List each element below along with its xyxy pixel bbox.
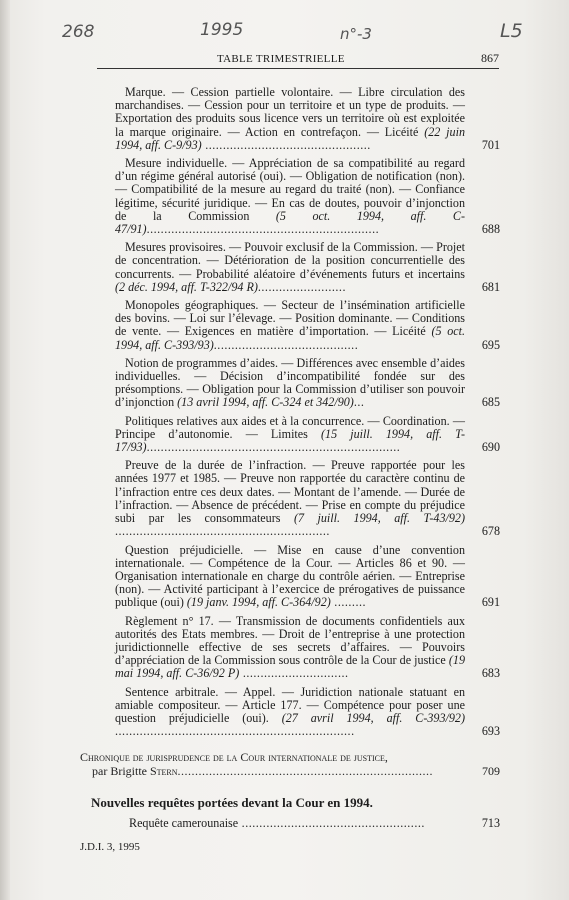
leader-dots: .................................................................... (115, 724, 355, 739)
running-head-title: TABLE TRIMESTRIELLE (217, 53, 345, 65)
leader-dots: ... (353, 395, 365, 410)
leader-dots: .................................................................. (146, 222, 380, 237)
entry-reference: (27 avril 1994, aff. C-393/92) (281, 710, 465, 725)
entry-text: Marque. — Cession partielle volontaire. — Libre circulation des marchandises. — Cession pour un territoire et un type de produits. — Exportation des produits sous licence vers un territoire où est exploitée la marque originaire. — Action en contrefaçon. — Licéité (115, 85, 465, 139)
entry-page-number: 695 (481, 337, 500, 352)
entry-text: Notion de programmes d’aides. — Différences avec ensemble d’aides individuelles. — Décision d’incompatibilité fondée sur des présomptions. — Obligation pour la Commission d’utiliser son pouvoir d’injonction (115, 355, 465, 410)
leader-dots: ........................................................................ (146, 440, 401, 455)
toc-entry (115, 615, 500, 681)
handwritten-note: n°-3 (340, 25, 372, 43)
entry-reference: (2 déc. 1994, aff. T-322/94 R) (115, 279, 258, 294)
entry-reference: (19 mai 1994, aff. C-36/92 P) (115, 653, 465, 681)
leader-dots: ............................................................. (115, 524, 330, 539)
entry-reference: (5 oct. 1994, aff. C-47/91) (115, 208, 466, 237)
handwritten-note: 1995 (200, 20, 244, 40)
handwritten-note: L5 (500, 20, 523, 42)
footer-journal-ref: J.D.I. 3, 1995 (80, 841, 140, 853)
chronique-entry (80, 750, 500, 778)
entry-page-number: 678 (481, 524, 500, 539)
running-head-page-number: 867 (481, 51, 499, 65)
chronique-title: Chronique de jurisprudence de la Cour internationale de justice, (80, 750, 388, 764)
entry-page-number: 701 (481, 137, 500, 152)
entry-reference: (7 juill. 1994, aff. T-43/92) (293, 511, 465, 526)
entry-reference: (5 oct. 1994, aff. C-393/93) (115, 324, 465, 352)
entry-page-number: 685 (481, 395, 500, 410)
toc-entry (115, 299, 500, 352)
leader-dots: ......................................................................... (177, 764, 434, 778)
leader-dots: .............................. (239, 666, 349, 681)
entry-text: Mesures provisoires. — Pouvoir exclusif de la Commission. — Projet de concentration. — Détérioration de la position concurrentielle des concurrents. — Probabilité aléatoire d’événements futurs et incertains (115, 240, 465, 281)
section-item-label: Requête camerounaise (129, 816, 239, 830)
entry-reference: (19 janv. 1994, aff. C-364/92) (186, 595, 331, 610)
entry-page-number: 691 (481, 595, 500, 610)
handwritten-note: 268 (62, 22, 95, 42)
toc-entry (115, 544, 500, 610)
toc-entry (115, 157, 500, 236)
entry-text: Politiques relatives aux aides et à la concurrence. — Coordination. — Principe d’autonomie. — Limites (115, 413, 465, 441)
toc-entry (115, 357, 500, 410)
leader-dots: ......... (330, 595, 367, 610)
entry-text: Mesure individuelle. — Appréciation de sa compatibilité au regard d’un régime général autorisé (oui). — Obligation de notification (non). — Compatibilité de la mesure au regard du traité (non). — Confiance légitime, sécurité juridique. — En cas de doutes, pouvoir d’injonction de la Commission (115, 156, 465, 223)
toc-entries (115, 86, 500, 743)
section-item (129, 816, 500, 831)
toc-entry (115, 86, 500, 152)
entry-reference: (22 juin 1994, aff. C-9/93) (115, 124, 465, 152)
entry-page-number: 690 (481, 440, 500, 455)
page-binding-shadow (0, 0, 10, 900)
toc-entry (115, 459, 500, 538)
entry-reference: (15 juill. 1994, aff. T-17/93) (115, 426, 465, 455)
leader-dots: .................................................... (238, 816, 425, 830)
toc-entry (115, 415, 500, 455)
header-rule (97, 68, 499, 69)
entry-page-number: 683 (481, 666, 500, 681)
entry-text: Preuve de la durée de l’infraction. — Preuve rapportée pour les années 1977 et 1985. — Preuve non rapportée du caractère continu de l’infraction entre ces deux dates. — Montant de l’amende. — Durée de l’infraction. — Absence de précédent. — Prise en compte du préjudice subi par les consommateurs (115, 458, 465, 526)
running-head (97, 51, 499, 67)
entry-text: Question préjudicielle. — Mise en cause d’une convention internationale. — Compétence de la Cour. — Articles 86 et 90. — Organisation internationale en charge du contrôle aérien. — Entreprise (non). — Activité participant à l’exercice de prérogatives de puissance publique (oui) (115, 542, 465, 610)
entry-page-number: 681 (481, 279, 500, 294)
chronique-author-name: Stern (149, 764, 178, 778)
section-item-page-number: 713 (481, 816, 500, 830)
entry-page-number: 688 (481, 222, 500, 237)
toc-entry (115, 241, 500, 294)
entry-page-number: 693 (481, 724, 500, 739)
chronique-page-number: 709 (482, 764, 500, 778)
entry-text: Règlement n° 17. — Transmission de documents confidentiels aux autorités des Etats membres. — Droit de l’entreprise à une protection juridictionnelle effective de ses secrets d’affaires. — Pouvoirs d’appréciation de la Commission sous contrôle de la Cour de justice (115, 613, 465, 668)
leader-dots: ............................................... (201, 137, 371, 152)
entry-reference: (13 avril 1994, aff. C-324 et 342/90) (177, 395, 354, 410)
leader-dots: ......................................... (213, 337, 359, 352)
chronique-author-prefix: par Brigitte (92, 764, 150, 778)
section-heading: Nouvelles requêtes portées devant la Cour en 1994. (91, 795, 373, 810)
toc-entry (115, 686, 500, 739)
entry-text: Monopoles géographiques. — Secteur de l’insémination artificielle des bovins. — Loi sur l’élevage. — Position dominante. — Conditions de vente. — Exigences en matière d’importation. — Licéité (115, 298, 465, 339)
leader-dots: ......................... (257, 279, 346, 294)
entry-text: Sentence arbitrale. — Appel. — Juridiction nationale statuant en amiable compositeur. — Article 177. — Compétence pour poser une question préjudicielle (oui). (115, 684, 465, 725)
